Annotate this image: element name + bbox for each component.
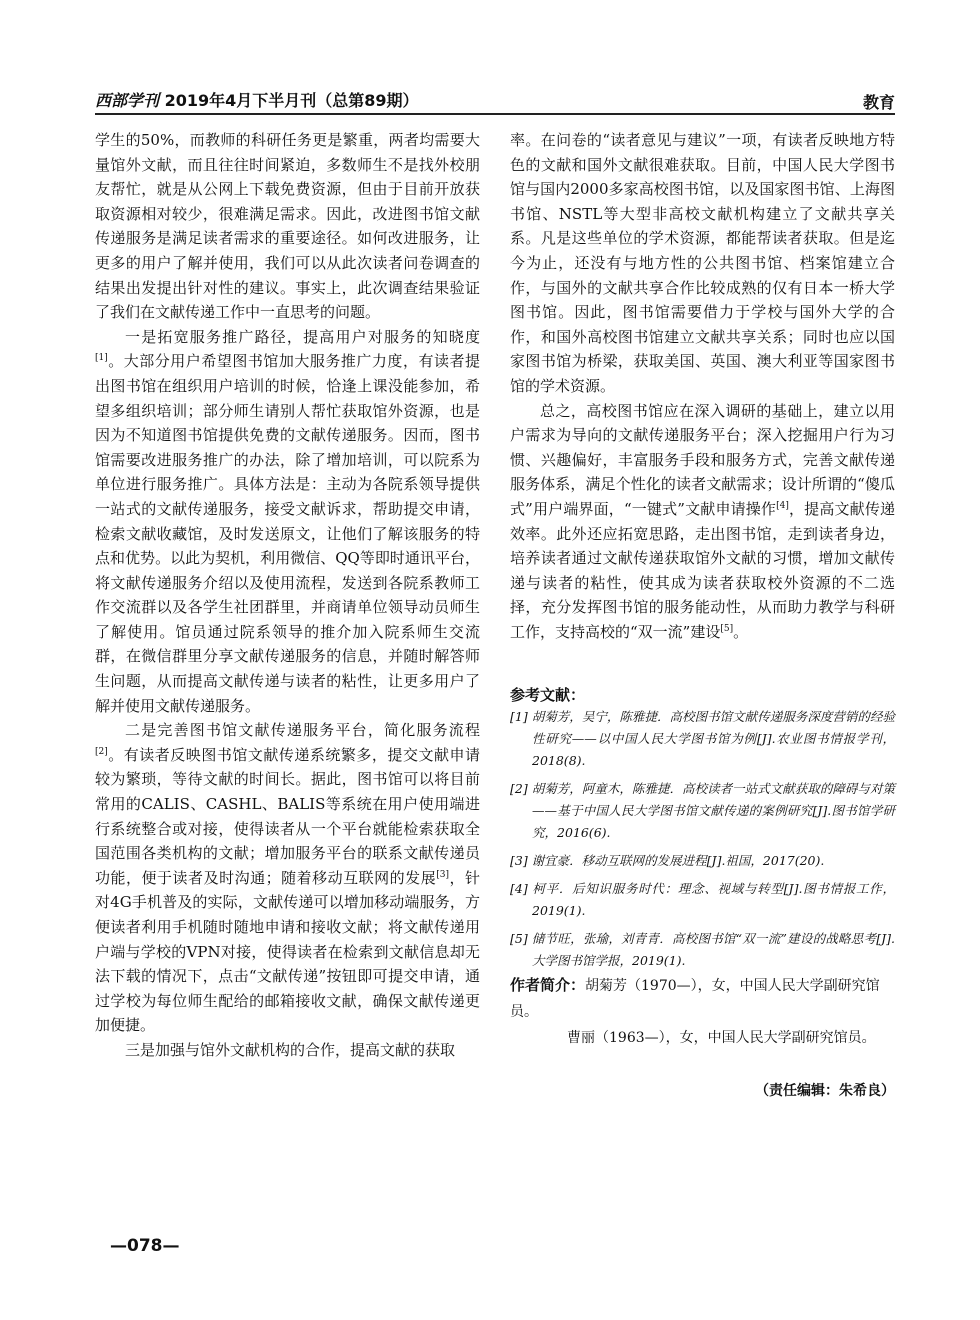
section-label: 教育 (862, 93, 895, 112)
citation: [2] (95, 746, 108, 757)
paragraph-text: ，提高文献传递效率。此外还应拓宽思路，走出图书馆，走到读者身边，培养读者通过文献传递获取馆外文献的习惯，增加文献传递与读者的粘性，使其成为读者获取校外资源的不二选择，充分发挥图书馆的服务能动性，从而助力教学与科研工作，支持高校的“双一流”建设 (510, 499, 895, 641)
paragraph-text: 。有读者反映图书馆文献传递系统繁多，提交文献申请较为繁琐，等待文献的时间长。据此，图书馆可以将目前常用的CALIS、CASHL、BALIS等系统在用户使用端进行系统整合或对接，使得读者从一个平台就能检索获取全国范围各类机构的文献；增加服务平台的联系文献传递员功能，便于读者及时沟通；随着移动互联网的发展 (95, 745, 480, 887)
author-intro (510, 972, 895, 1051)
paragraph: 率。在问卷的“读者意见与建议”一项，有读者反映地方特色的文献和国外文献很难获取。目前，中国人民大学图书馆与国内2000多家高校图书馆，以及国家图书馆、上海图书馆、NSTL等大型非高校文献机构建立了文献共享关系。凡是这些单位的学术资源，都能帮读者获取。但是迄今为止，还没有与地方性的公共图书馆、档案馆建立合作，与国外的文献共享合作比较成熟的仅有日本一桥大学图书馆。因此，图书馆需要借力于学校与国外大学的合作，和国外高校图书馆建立文献共享关系；同时也应以国家图书馆为桥梁，获取美国、英国、澳大利亚等国家图书馆的学术资源。 (510, 131, 895, 395)
paragraph (95, 718, 480, 1038)
author-2: 曹丽（1963—），女，中国人民大学副研究馆员。 (567, 1030, 876, 1046)
paragraph-text: 总之，高校图书馆应在深入调研的基础上，建立以用户需求为导向的文献传递服务平台；深入挖掘用户行为习惯、兴趣偏好，丰富服务手段和服务方式，完善文献传递服务体系，满足个性化的读者文献需求；设计所谓的“傻瓜式”用户端界面，“一键式”文献申请操作 (510, 401, 895, 518)
paragraph: 学生的50%，而教师的科研任务更是繁重，两者均需要大量馆外文献，而且往往时间紧迫，多数师生不是找外校朋友帮忙，就是从公网上下载免费资源，但由于目前开放获取资源相对较少，很难满足需求。因此，改进图书馆文献传递服务是满足读者需求的重要途径。如何改进服务，让更多的用户了解并使用，我们可以从此次读者问卷调查的结果出发提出针对性的建议。事实上，此次调查结果验证了我们在文献传递工作中一直思考的问题。 (95, 131, 480, 322)
responsible-editor: （责任编辑：朱希良） (755, 1083, 895, 1099)
paragraph-text: 。大部分用户希望图书馆加大服务推广力度，有读者提出图书馆在组织用户培训的时候，恰逢上课没能参加，希望多组织培训；部分师生请别人帮忙获取馆外资源，也是因为不知道图书馆提供免费的文献传递服务。因而，图书馆需要改进服务推广的办法，除了增加培训，可以院系为单位进行服务推广。具体方法是：主动为各院系领导提供一站式的文献传递服务，接受文献诉求，帮助提交申请，检索文献收藏馆，及时发送原文，让他们了解该服务的特点和优势。以此为契机，利用微信、QQ等即时通讯平台，将文献传递服务介绍以及使用流程，发送到各院系教师工作交流群以及各学生社团群里，并商请单位领导动员师生了解使用。馆员通过院系领导的推介加入院系师生交流群，在微信群里分享文献传递服务的信息，并随时解答师生问题，从而提高文献传递与读者的粘性，让更多用户了解并使用文献传递服务。 (95, 352, 480, 715)
paragraph-text: 二是完善图书馆文献传递服务平台，简化服务流程 (125, 721, 480, 740)
paragraph: 三是加强与馆外文献机构的合作，提高文献的获取 (125, 1040, 456, 1059)
page-number: —078— (110, 1236, 180, 1256)
journal-logo: 西部学刊 (95, 91, 160, 110)
author-intro-label: 作者简介： (510, 976, 586, 994)
paragraph-text: 一是拓宽服务推广路径，提高用户对服务的知晓度 (125, 327, 480, 346)
reference-item: [2] 胡菊芳，阿童木，陈雅捷．高校读者一站式文献获取的障碍与对策——基于中国人民大学图书馆文献传递的案例研究[J].图书馆学研究，2016(6). (510, 781, 895, 840)
page-header (95, 80, 895, 114)
paragraph-text: 。 (733, 622, 749, 641)
citation: [1] (95, 353, 108, 364)
right-column (510, 128, 895, 644)
references-title: 参考文献： (510, 686, 586, 704)
paragraph (510, 399, 895, 645)
citation: [3] (436, 869, 449, 880)
reference-item: [5] 储节旺，张瑜，刘青青．高校图书馆“双一流”建设的战略思考[J].大学图书馆学报，2019(1). (510, 931, 895, 968)
journal-issue-line (95, 88, 419, 111)
reference-item: [1] 胡菊芳，吴宁，陈雅捷．高校图书馆文献传递服务深度营销的经验性研究——以中国人民大学图书馆为例[J].农业图书情报学刊，2018(8). (510, 709, 895, 768)
reference-item: [4] 柯平．后知识服务时代：理念、视域与转型[J].图书情报工作，2019(1). (510, 881, 895, 918)
references-list (510, 706, 895, 978)
left-column (95, 128, 480, 1063)
paragraph (95, 325, 480, 719)
header-rule (95, 113, 895, 115)
author-1: 胡菊芳（1970—），女，中国人民大学副研究馆员。 (510, 978, 880, 1020)
author-line (510, 972, 895, 1025)
issue-info: 2019年4月下半月刊（总第89期） (164, 91, 419, 110)
reference-item: [3] 谢宜豪．移动互联网的发展进程[J].祖国，2017(20). (510, 853, 825, 868)
paragraph-text: ，针对4G手机普及的实际，文献传递可以增加移动端服务，方便读者利用手机随时随地申请和接收文献；将文献传递用户端与学校的VPN对接，使得读者在检索到文献信息却无法下载的情况下，点击“文献传递”按钮即可提交申请，通过学校为每位师生配给的邮箱接收文献，确保文献传递更加便捷。 (95, 868, 480, 1035)
citation: [4] (776, 500, 789, 511)
citation: [5] (720, 623, 734, 634)
